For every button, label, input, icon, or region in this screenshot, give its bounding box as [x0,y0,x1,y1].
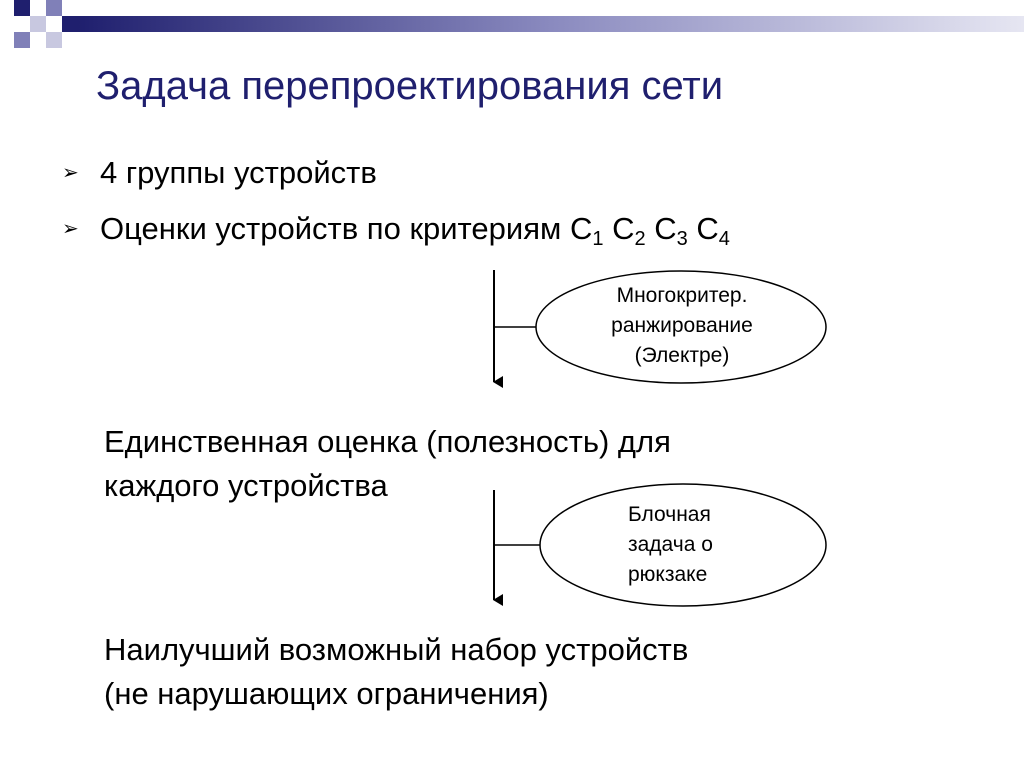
result-statement-utility: Единственная оценка (полезность) для каждого устройства [104,424,671,503]
result-statement-best-set: Наилучший возможный набор устройств (не нарушающих ограничения) [104,632,689,711]
ellipse-label-ranking: Многокритер. ранжирование (Электре) [611,284,753,367]
arrowhead-bullet-icon: ➢ [62,218,79,240]
bullet-text: Оценки устройств по критериям [100,211,562,246]
criterion: $C_4$ [696,211,730,250]
ellipse-label-knapsack: Блочная задача о рюкзаке [628,503,713,586]
criterion: $C_3$ [654,211,688,250]
criterion: $C_1$ [569,211,604,250]
slide-title: Задача перепроектирования сети [96,64,724,108]
bullet-text: 4 группы устройств [100,155,377,190]
criterion: $C_2$ [612,211,646,250]
arrowhead-bullet-icon: ➢ [62,162,79,184]
